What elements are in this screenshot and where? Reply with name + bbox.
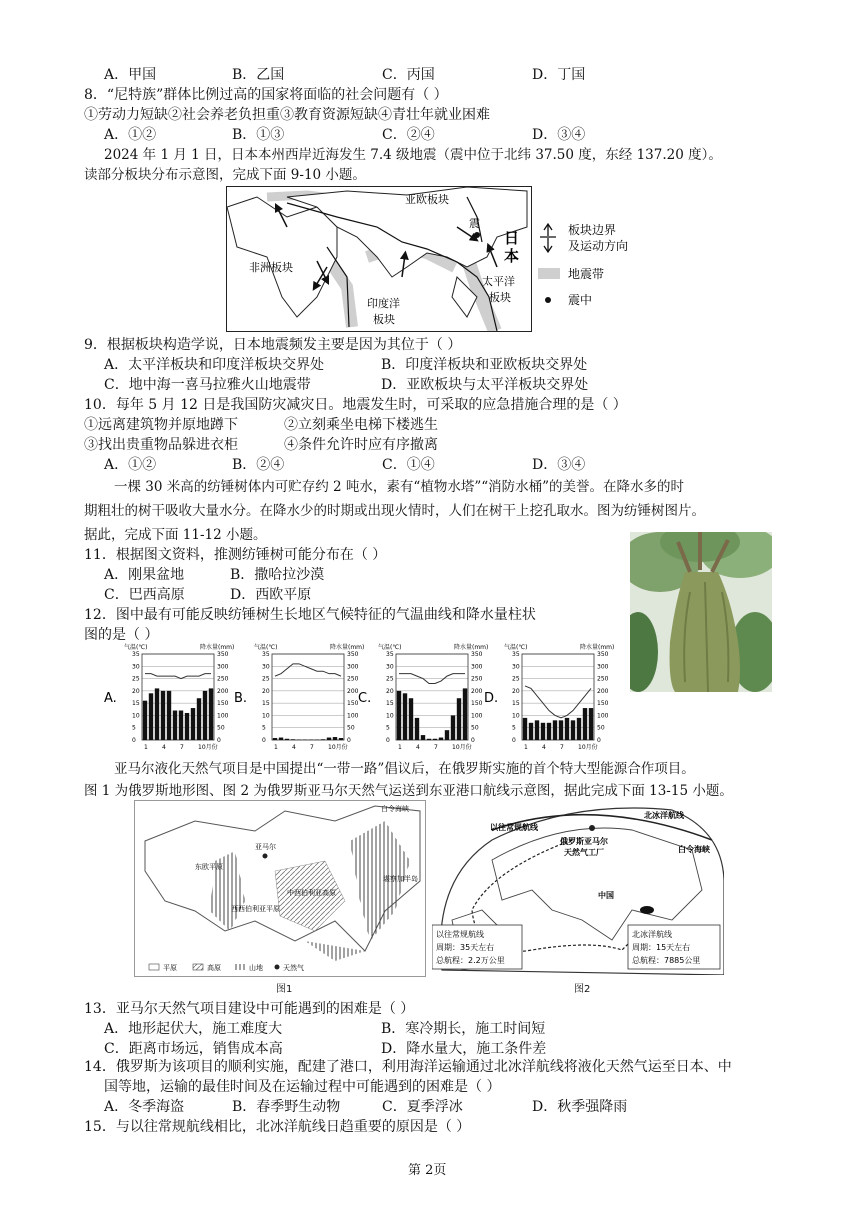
temp-tick: 30 [512, 663, 520, 671]
precip-tick: 350 [471, 651, 483, 658]
month-tick: 1 [144, 744, 148, 751]
shipping-route-graphic [432, 800, 724, 975]
africa-land [227, 197, 337, 317]
q15-stem: 15．与以往常规航线相比，北冰洋航线日趋重要的原因是（ ） [84, 1119, 471, 1135]
temp-tick: 35 [512, 651, 520, 658]
page-number: 第 2页 [408, 1163, 447, 1178]
precip-bar [445, 730, 449, 740]
q9-option-b[interactable]: B．印度洋板块和亚欧板块交界处 [381, 357, 588, 373]
q14-option-c[interactable]: C．夏季浮冰 [382, 1099, 463, 1115]
precip-tick: 350 [597, 651, 609, 658]
plot-frame [272, 654, 344, 740]
label-japan1: 日 [504, 229, 520, 247]
q8-stem: 8．“尼特族”群体比例过高的国家将面临的社会问题有（ ） [84, 87, 448, 103]
precip-bar [523, 718, 527, 740]
temp-tick: 0 [512, 737, 516, 744]
precip-tick: 150 [471, 700, 483, 708]
plate-legend [536, 220, 646, 316]
month-tick: 7 [310, 744, 314, 751]
q13-option-d[interactable]: D．降水量大，施工条件差 [381, 1041, 547, 1057]
q8-options [104, 126, 585, 144]
precip-tick: 150 [597, 700, 609, 708]
temp-tick: 10 [386, 712, 394, 720]
q7-option-d[interactable]: D．丁国 [532, 67, 586, 83]
southern-mountains [305, 941, 365, 961]
precip-tick: 50 [217, 724, 225, 732]
seismic-legend-swatch [538, 268, 560, 279]
q10-stem: 10．每年 5 月 12 日是我国防灾减灾日。地震发生时，可采取的应急措施合理的是（ ） [84, 397, 627, 413]
bottle-tree-photo [630, 532, 772, 692]
temp-tick: 25 [132, 675, 140, 683]
precip-bar [155, 688, 159, 740]
plate-map-graphic [227, 187, 531, 331]
q11-option-c[interactable]: C．巴西高原 [104, 587, 185, 603]
bottle-tree-graphic [630, 532, 772, 692]
q13-option-b[interactable]: B．寒冷期长，施工时间短 [381, 1021, 546, 1037]
temp-tick: 35 [132, 651, 140, 658]
axis-title-right: 降水量(mm) [200, 644, 235, 651]
precip-bar [339, 738, 343, 740]
axis-title-left: 气温(℃) [378, 644, 402, 651]
climate-charts-graphic [104, 640, 624, 754]
precip-tick: 350 [347, 651, 359, 658]
precip-tick: 100 [347, 712, 359, 720]
precip-bar [327, 738, 331, 740]
precip-bar [285, 739, 289, 740]
axis-title-left: 气温(℃) [504, 644, 528, 651]
label-northern-route: 北冰洋航线 [644, 811, 684, 820]
legend-epicenter: 震中 [568, 293, 593, 307]
temp-tick: 15 [512, 700, 520, 708]
q12-stem-line2: 图的是（ ） [84, 627, 159, 643]
intro-13-15-line1: 亚马尔液化天然气项目是中国提出“一带一路”倡议后，在俄罗斯实施的首个特大型能源合作项目。 [114, 761, 695, 777]
label-quake: 震 [469, 217, 480, 230]
q10-option-a[interactable]: A．①② [104, 457, 157, 473]
precip-tick: 50 [597, 724, 605, 732]
month-tick: 7 [434, 744, 438, 751]
month-tick: 1 [274, 744, 278, 751]
legend-boundary: 板块边界 [568, 223, 617, 237]
q10-item-3: ③找出贵重物品躲进衣柜 [84, 437, 238, 453]
precip-bar [577, 718, 581, 740]
q9-stem: 9．根据板块构造学说，日本地震频发主要是因为其位于（ ） [84, 337, 462, 353]
q13-stem: 13．亚马尔天然气项目建设中可能遇到的困难是（ ） [84, 1001, 415, 1017]
precip-bar [427, 739, 431, 740]
q11-stem: 11．根据图文资料，推测纺锤树可能分布在（ ） [84, 547, 387, 563]
chart-letter: B. [234, 691, 248, 706]
temp-tick: 35 [262, 651, 270, 658]
precip-tick: 250 [217, 675, 229, 683]
precip-bar [279, 738, 283, 740]
month-tick: 10月份 [198, 744, 218, 751]
q7-option-b[interactable]: B．乙国 [232, 67, 285, 83]
temp-tick: 20 [132, 687, 140, 695]
q14-stem-line1: 14．俄罗斯为该项目的顺利实施，配建了港口，利用海洋运输通过北冰洋航线将液化天然气运至日本、中 [84, 1059, 732, 1075]
temp-tick: 5 [132, 724, 136, 732]
q10-item-1: ①远离建筑物并原地蹲下 [84, 417, 238, 433]
precip-bar [535, 720, 539, 740]
temp-tick: 30 [262, 663, 270, 671]
label-africa: 非洲板块 [249, 261, 293, 274]
temp-tick: 15 [386, 700, 394, 708]
precip-tick: 200 [471, 687, 483, 695]
temp-tick: 20 [386, 687, 394, 695]
label-bering-strait: 白令海峡 [381, 805, 409, 813]
precip-bar [529, 723, 533, 740]
chart-letter: D. [484, 691, 499, 706]
temp-tick: 25 [386, 675, 394, 683]
legend-plateau-swatch [193, 964, 203, 970]
month-tick: 10月份 [328, 744, 348, 751]
q14-option-d[interactable]: D．秋季强降雨 [532, 1099, 628, 1115]
precip-bar [333, 737, 337, 740]
precip-tick: 200 [347, 687, 359, 695]
precip-tick: 250 [597, 675, 609, 683]
precip-bar [415, 718, 419, 740]
fig1-caption: 图1 [276, 984, 293, 995]
q8-option-b[interactable]: B．①③ [232, 127, 285, 143]
precip-bar [433, 739, 437, 740]
label-pacific: 太平洋 [482, 275, 515, 288]
precip-tick: 200 [217, 687, 229, 695]
temp-tick: 20 [512, 687, 520, 695]
month-tick: 1 [398, 744, 402, 751]
label-east-european-plain: 东欧平原 [195, 863, 223, 871]
intro-11-12-line2: 期粗壮的树干吸收大量水分。在降水少的时期或出现火情时，人们在树干上挖孔取水。图为纺锤树图片。 [84, 503, 705, 519]
axis-title-right: 降水量(mm) [454, 644, 489, 651]
temp-tick: 35 [386, 651, 394, 658]
temp-tick: 30 [132, 663, 140, 671]
legend-gas: 天然气 [283, 964, 304, 972]
precip-bar [143, 701, 147, 740]
label-west-siberian-plain: 西西伯利亚平原 [231, 905, 280, 913]
legend-plain-swatch [149, 964, 159, 970]
precip-tick: 0 [471, 737, 475, 744]
precip-bar [397, 691, 401, 740]
precip-tick: 300 [597, 663, 609, 671]
boundary-legend-icon [540, 224, 556, 252]
temp-tick: 5 [512, 724, 516, 732]
q14-options [104, 1098, 627, 1116]
label-yamal: 亚马尔 [255, 843, 276, 851]
box-left-distance: 总航程：2.2万公里 [436, 956, 505, 965]
q13-option-a[interactable]: A．地形起伏大，施工难度大 [104, 1021, 283, 1037]
intro-11-12-line3: 据此，完成下面 11-12 小题。 [84, 527, 267, 543]
legend-plateau: 高原 [207, 964, 221, 972]
q8-option-a[interactable]: A．①② [104, 127, 157, 143]
intro-11-12-line1: 一棵 30 米高的纺锤树体内可贮存约 2 吨水，素有“植物水塔”“消防水桶”的美誉。在降水多的时 [114, 479, 685, 495]
month-tick: 10月份 [578, 744, 598, 751]
yamal-gas-dot [263, 854, 268, 859]
month-tick: 1 [524, 744, 528, 751]
precip-bar [273, 738, 277, 740]
temp-curve [275, 664, 341, 676]
east-asia-port-marker [640, 906, 654, 914]
axis-title-right: 降水量(mm) [330, 644, 365, 651]
precip-tick: 0 [347, 737, 351, 744]
temp-tick: 10 [262, 712, 270, 720]
precip-bar [559, 720, 563, 740]
precip-bar [589, 708, 593, 740]
axis-title-left: 气温(℃) [254, 644, 278, 651]
precip-bar [161, 691, 165, 740]
q10-item-2: ②立刻乘坐电梯下楼逃生 [284, 417, 438, 433]
precip-bar [457, 698, 461, 740]
precip-tick: 150 [217, 700, 229, 708]
box-left-title: 以往常规航线 [436, 930, 484, 939]
climate-charts [104, 640, 624, 754]
q14-option-a[interactable]: A．冬季海盗 [104, 1099, 185, 1115]
yamal-plant-dot [589, 825, 595, 831]
precip-bar [209, 688, 213, 740]
precip-tick: 50 [347, 724, 355, 732]
precip-bar [583, 708, 587, 740]
q10-options [104, 456, 585, 474]
month-tick: 4 [416, 744, 420, 751]
precip-tick: 0 [597, 737, 601, 744]
precip-bar [439, 738, 443, 740]
label-pacific2: 板块 [489, 291, 511, 304]
precip-bar [321, 739, 325, 740]
temp-tick: 15 [262, 700, 270, 708]
box-right-distance: 总航程：7885公里 [632, 956, 701, 965]
precip-bar [463, 688, 467, 740]
precip-bar [421, 735, 425, 740]
precip-bar [167, 691, 171, 740]
legend-plain: 平原 [163, 964, 177, 972]
intro-13-15-line2: 图 1 为俄罗斯地形图、图 2 为俄罗斯亚马尔天然气运送到东亚港口航线示意图，据此完成下面 13-15 小题。 [84, 783, 733, 799]
q7-options [104, 66, 585, 84]
label-china: 中国 [598, 891, 614, 900]
axis-title-left: 气温(℃) [124, 644, 148, 651]
q11-option-d[interactable]: D．西欧平原 [230, 587, 312, 603]
chart-letter: C. [358, 691, 372, 706]
precip-tick: 300 [217, 663, 229, 671]
intro-9-10-line1: 2024 年 1 月 1 日，日本本州西岸近海发生 7.4 级地震（震中位于北纬 37.50 度，东经 137.20 度）。 [104, 147, 722, 163]
temp-tick: 5 [386, 724, 390, 732]
temp-tick: 15 [132, 700, 140, 708]
precip-tick: 100 [217, 712, 229, 720]
precip-bar [191, 708, 195, 740]
temp-tick: 0 [262, 737, 266, 744]
label-kamchatka: 堪察加半岛 [383, 875, 418, 883]
temp-tick: 10 [132, 712, 140, 720]
q10-option-d[interactable]: D．③④ [532, 457, 586, 473]
precip-bar [547, 723, 551, 740]
precip-tick: 300 [471, 663, 483, 671]
precip-tick: 0 [217, 737, 221, 744]
precip-bar [173, 711, 177, 740]
legend-seismic: 地震带 [568, 267, 605, 281]
precip-bar [179, 711, 183, 740]
precip-bar [203, 691, 207, 740]
box-right-title: 北冰洋航线 [632, 930, 672, 939]
month-tick: 4 [162, 744, 166, 751]
epicenter-dot [474, 232, 480, 238]
q10-item-4: ④条件允许时应有序撤离 [284, 437, 438, 453]
russia-terrain-map [134, 800, 426, 977]
month-tick: 7 [560, 744, 564, 751]
label-conventional-route: 以往常规航线 [490, 823, 538, 832]
temp-curve [145, 674, 211, 679]
fig2-caption: 图2 [574, 984, 591, 995]
q9-option-c[interactable]: C．地中海一喜马拉雅火山地震带 [104, 377, 311, 393]
epicenter-legend-icon [545, 297, 551, 303]
q10-option-b[interactable]: B．②④ [232, 457, 285, 473]
precip-bar [565, 718, 569, 740]
month-tick: 10月份 [452, 744, 472, 751]
precip-tick: 150 [347, 700, 359, 708]
plate-map [226, 186, 532, 332]
q8-items: ①劳动力短缺②社会养老负担重③教育资源短缺④青壮年就业困难 [84, 107, 490, 123]
box-right-period: 周期：15天左右 [632, 943, 691, 952]
label-yamal-plant-2: 天然气工厂 [564, 848, 604, 857]
precip-bar [291, 739, 295, 740]
precip-bar [451, 715, 455, 740]
precip-tick: 250 [347, 675, 359, 683]
q9-option-d[interactable]: D．亚欧板块与太平洋板块交界处 [381, 377, 589, 393]
temp-tick: 25 [512, 675, 520, 683]
month-tick: 4 [542, 744, 546, 751]
precip-bar [197, 698, 201, 740]
precip-bar [541, 723, 545, 740]
q13-option-c[interactable]: C．距离市场远，销售成本高 [104, 1041, 283, 1057]
q11-option-b[interactable]: B．撒哈拉沙漠 [230, 567, 325, 583]
q14-stem-line2: 国等地，运输的最佳时间及在运输过程中可能遇到的困难是（ ） [104, 1079, 501, 1095]
shipping-route-map [432, 800, 724, 975]
precip-tick: 300 [347, 663, 359, 671]
label-central-siberian-plateau: 中西伯利亚高原 [287, 889, 336, 897]
temp-tick: 20 [262, 687, 270, 695]
precip-tick: 200 [597, 687, 609, 695]
axis-title-right: 降水量(mm) [580, 644, 615, 651]
q11-option-a[interactable]: A．刚果盆地 [104, 567, 185, 583]
label-eurasia: 亚欧板块 [405, 193, 449, 206]
precip-tick: 100 [597, 712, 609, 720]
label-indian2: 板块 [373, 313, 395, 326]
precip-bar [571, 720, 575, 740]
q9-option-a[interactable]: A．太平洋板块和印度洋板块交界处 [104, 357, 325, 373]
q7-option-a[interactable]: A．甲国 [104, 67, 157, 83]
q8-option-d[interactable]: D．③④ [532, 127, 586, 143]
temp-tick: 0 [386, 737, 390, 744]
precip-bar [409, 698, 413, 740]
temp-tick: 0 [132, 737, 136, 744]
month-tick: 4 [292, 744, 296, 751]
precip-bar [553, 720, 557, 740]
label-japan2: 本 [504, 247, 520, 265]
q8-option-c[interactable]: C．②④ [382, 127, 435, 143]
temp-tick: 5 [262, 724, 266, 732]
precip-tick: 350 [217, 651, 229, 658]
q12-stem-line1: 12．图中最有可能反映纺锤树生长地区气候特征的气温曲线和降水量柱状 [84, 607, 536, 623]
precip-bar [185, 713, 189, 740]
legend-gas-icon [275, 965, 280, 970]
precip-tick: 250 [471, 675, 483, 683]
intro-9-10-line2: 读部分板块分布示意图，完成下面 9-10 小题。 [84, 167, 366, 183]
month-tick: 7 [180, 744, 184, 751]
q10-option-c[interactable]: C．①④ [382, 457, 435, 473]
precip-bar [149, 693, 153, 740]
precip-bar [403, 693, 407, 740]
label-bering-strait: 白令海峡 [678, 845, 710, 854]
q14-option-b[interactable]: B．春季野生动物 [232, 1099, 341, 1115]
motion-arrow [489, 247, 497, 267]
chart-letter: A. [104, 691, 117, 706]
legend-mountain-swatch [235, 964, 245, 970]
box-left-period: 周期：35天左右 [436, 943, 495, 952]
legend-mountain: 山地 [249, 964, 263, 972]
legend-boundary-2: 及运动方向 [568, 239, 629, 253]
precip-tick: 50 [471, 724, 479, 732]
label-indian: 印度洋 [367, 297, 400, 310]
temp-tick: 30 [386, 663, 394, 671]
q7-option-c[interactable]: C．丙国 [382, 67, 435, 83]
temp-tick: 10 [512, 712, 520, 720]
label-yamal-plant-1: 俄罗斯亚马尔 [560, 837, 608, 846]
precip-tick: 100 [471, 712, 483, 720]
russia-terrain-graphic [135, 801, 425, 976]
temp-tick: 25 [262, 675, 270, 683]
